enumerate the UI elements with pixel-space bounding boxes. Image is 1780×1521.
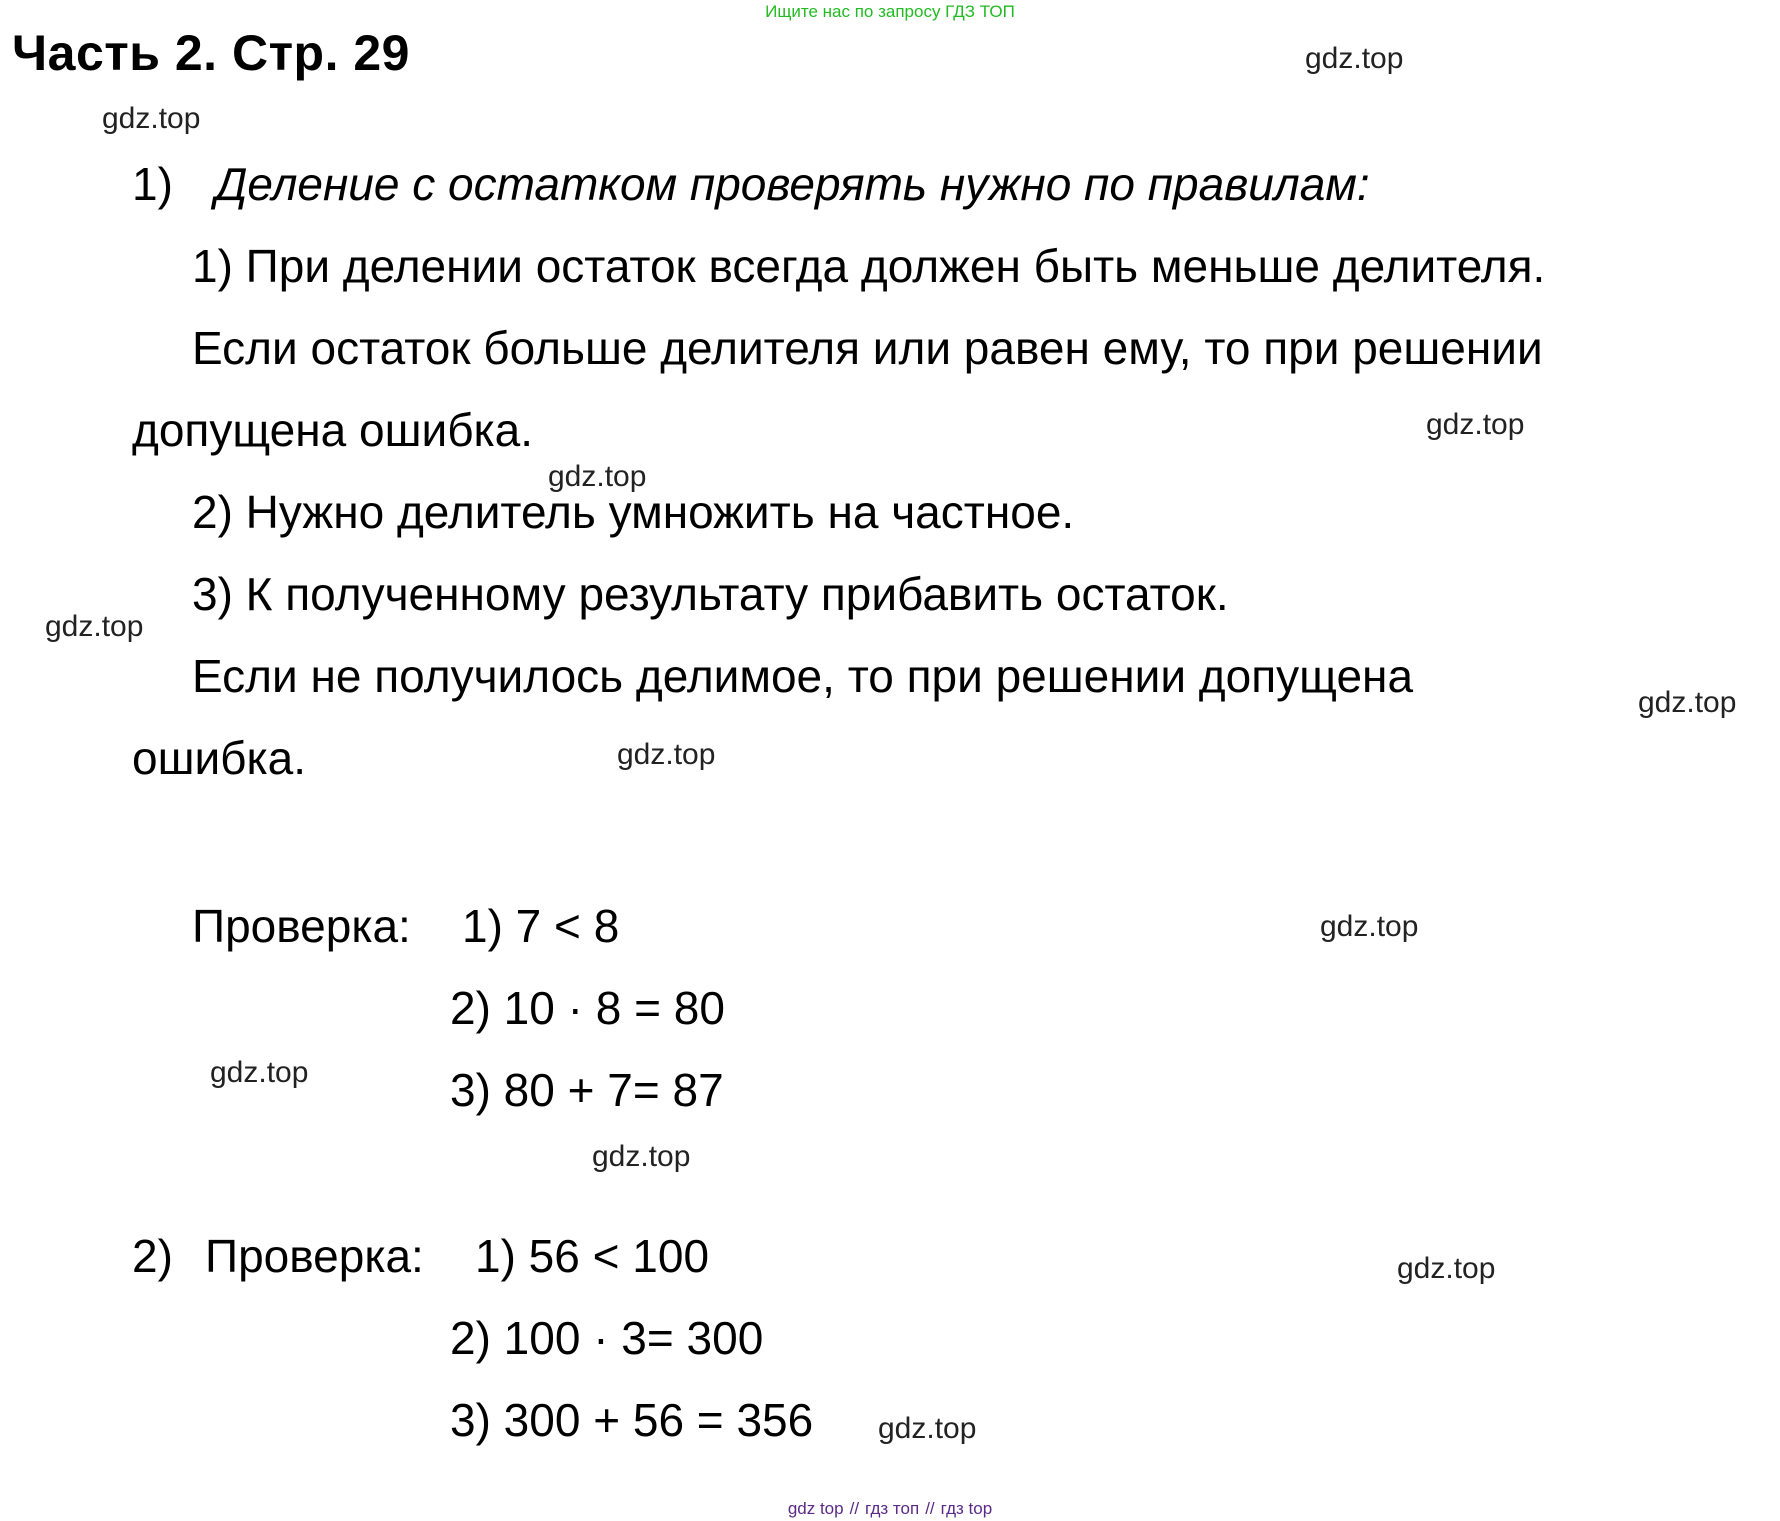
rule-1-note-line2: допущена ошибка. [132, 404, 534, 456]
rule-3-note-line1: Если не получилось делимое, то при решении допущена [192, 650, 1414, 702]
footer-link[interactable]: гдз top [940, 1499, 993, 1518]
task1-check-step-1: 1) 7 < 8 [462, 900, 620, 952]
watermark: gdz.top [617, 738, 716, 771]
task1-number: 1) [132, 158, 173, 210]
footer-link[interactable]: гдз топ [865, 1499, 920, 1518]
task1-check-step-2: 2) 10 · 8 = 80 [450, 982, 725, 1034]
watermark: gdz.top [1320, 910, 1419, 943]
task1-heading: Деление с остатком проверять нужно по правилам: [215, 158, 1370, 210]
watermark: gdz.top [1397, 1252, 1496, 1285]
rule-2: 2) Нужно делитель умножить на частное. [192, 486, 1075, 538]
task1-check-label: Проверка: [192, 900, 411, 952]
footer-separator: // [849, 1499, 860, 1518]
task2-number: 2) [132, 1230, 173, 1282]
watermark: gdz.top [45, 610, 144, 643]
rule-3-note-line2: ошибка. [132, 732, 307, 784]
page-title: Часть 2. Стр. 29 [12, 25, 410, 81]
watermark: gdz.top [210, 1056, 309, 1089]
rule-1: 1) При делении остаток всегда должен быть меньше делителя. [192, 240, 1546, 292]
watermark: gdz.top [878, 1412, 977, 1445]
rule-3: 3) К полученному результату прибавить остаток. [192, 568, 1229, 620]
task2-check-step-2: 2) 100 · 3= 300 [450, 1312, 764, 1364]
footer-separator: // [925, 1499, 935, 1518]
watermark: gdz.top [1426, 408, 1525, 441]
watermark: gdz.top [1638, 686, 1737, 719]
task1-check-step-3: 3) 80 + 7= 87 [450, 1064, 724, 1116]
task2-check-step-1: 1) 56 < 100 [475, 1230, 710, 1282]
task2-check-step-3: 3) 300 + 56 = 356 [450, 1394, 814, 1446]
watermark: gdz.top [1305, 42, 1404, 75]
watermark: gdz.top [592, 1140, 691, 1173]
rule-1-note-line1: Если остаток больше делителя или равен ему, то при решении [192, 322, 1543, 374]
watermark: gdz.top [548, 460, 647, 493]
footer-link[interactable]: gdz top [787, 1499, 844, 1518]
top-note: Ищите нас по запросу ГДЗ ТОП [765, 2, 1015, 21]
watermark: gdz.top [102, 102, 201, 135]
task2-check-label: Проверка: [205, 1230, 424, 1282]
footer-links [0, 1499, 1780, 1519]
